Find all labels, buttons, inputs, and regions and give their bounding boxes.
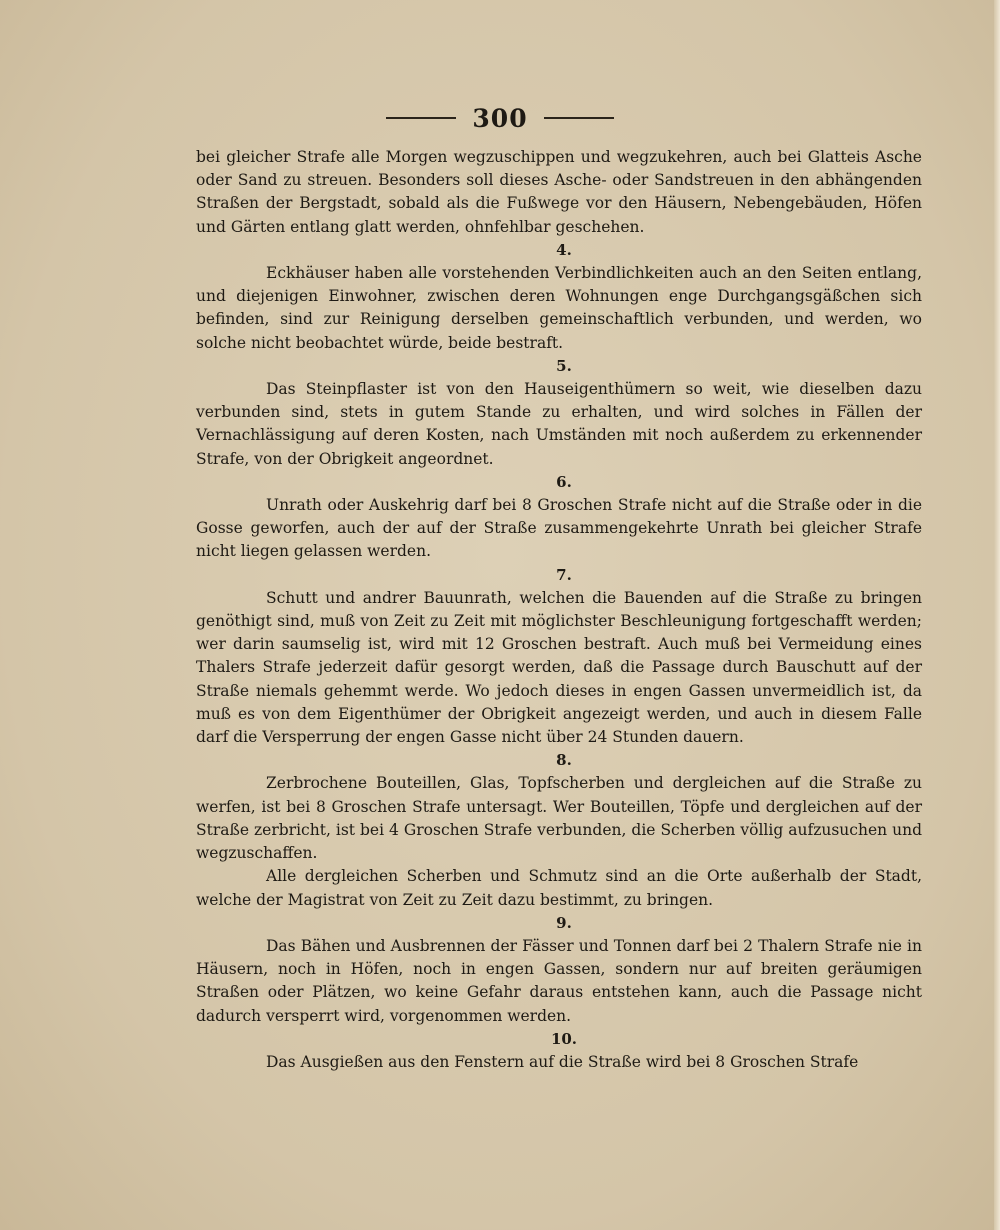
page-header [0, 98, 1000, 138]
header-rule-left [386, 117, 456, 119]
section-number-9: 9. [556, 913, 572, 932]
paragraph-section-7: Schutt und andrer Bauunrath, welchen die Bauenden auf die Straße zu bringen genöthigt sind, muß von Zeit zu Zeit mit möglichster Beschleunigung fortgeschafft werden; wer darin saumselig ist, wird mit 12 Groschen bestraft. Auch muß bei Vermeidung eines Thalers Strafe jederzeit dafür gesorgt werden, daß die Passage durch Bauschutt auf der Straße niemals gehemmt werde. Wo jedoch dieses in engen Gassen unvermeidlich ist, da muß es von dem Eigenthümer der Obrigkeit angezeigt werden, und auch in diesem Falle darf die Versperrung der engen Gasse nicht über 24 Stunden dauern. [196, 588, 922, 747]
header-rule-right [544, 117, 614, 119]
section-number-8: 8. [556, 751, 572, 770]
paragraph-section-8: Zerbrochene Bouteillen, Glas, Topfscherben und dergleichen auf die Straße zu werfen, ist bei 8 Groschen Strafe untersagt. Wer Bouteillen, Töpfe und dergleichen auf der Straße zerbricht, ist bei 4 Groschen Strafe verbunden, die Scherben völlig aufzusuchen und wegzuschaffen. [196, 774, 922, 863]
section-number-10: 10. [550, 1029, 578, 1048]
paragraph-section-8-second: Alle dergleichen Scherben und Schmutz sind an die Orte außerhalb der Stadt, welche der Magistrat von Zeit zu Zeit dazu bestimmt, zu bringen. [196, 867, 922, 909]
paragraph-section-6: Unrath oder Auskehrig darf bei 8 Groschen Strafe nicht auf die Straße oder in die Gosse geworfen, auch der auf der Straße zusammengekehrte Unrath bei gleicher Strafe nicht liegen gelassen werden. [196, 496, 922, 561]
section-number-4: 4. [556, 240, 572, 259]
document-body [196, 146, 922, 1074]
section-number-7: 7. [556, 565, 572, 584]
paragraph-section-4: Eckhäuser haben alle vorstehenden Verbindlichkeiten auch an den Seiten entlang, und diejenigen Einwohner, zwischen deren Wohnungen enge Durchgangsgäßchen sich befinden, sind zur Reinigung derselben gemeinschaftlich verbunden, und werden, wo solche nicht beobachtet würde, beide bestraft. [196, 264, 922, 352]
page-number: 300 [472, 103, 528, 133]
paragraph-section-5: Das Steinpflaster ist von den Hauseigenthümern so weit, wie dieselben dazu verbunden sind, stets in gutem Stande zu erhalten, und wird solches in Fällen der Vernachlässigung auf deren Kosten, nach Umständen mit noch außerdem zu erkennender Strafe, von der Obrigkeit angeordnet. [196, 380, 922, 468]
paragraph-section-9: Das Bähen und Ausbrennen der Fässer und Tonnen darf bei 2 Thalern Strafe nie in Häusern, noch in Höfen, noch in engen Gassen, sondern nur auf breiten geräumigen Straßen oder Plätzen, wo keine Gefahr daraus entstehen kann, auch die Passage nicht dadurch versperrt wird, vorgenommen werden. [196, 936, 922, 1025]
section-number-5: 5. [556, 356, 572, 375]
paragraph-continued: bei gleicher Strafe alle Morgen wegzuschippen und wegzukehren, auch bei Glatteis Asche oder Sand zu streuen. Besonders soll dieses Asche- oder Sandstreuen in den abhängenden Straßen der Bergstadt, sobald als die Fußwege vor den Häusern, Nebengebäuden, Höfen und Gärten entlang glatt werden, ohnfehlbar geschehen. [196, 148, 922, 236]
paragraph-section-10: Das Ausgießen aus den Fenstern auf die Straße wird bei 8 Groschen Strafe [266, 1052, 859, 1071]
page-edge [994, 0, 1000, 1230]
section-number-6: 6. [556, 472, 572, 491]
